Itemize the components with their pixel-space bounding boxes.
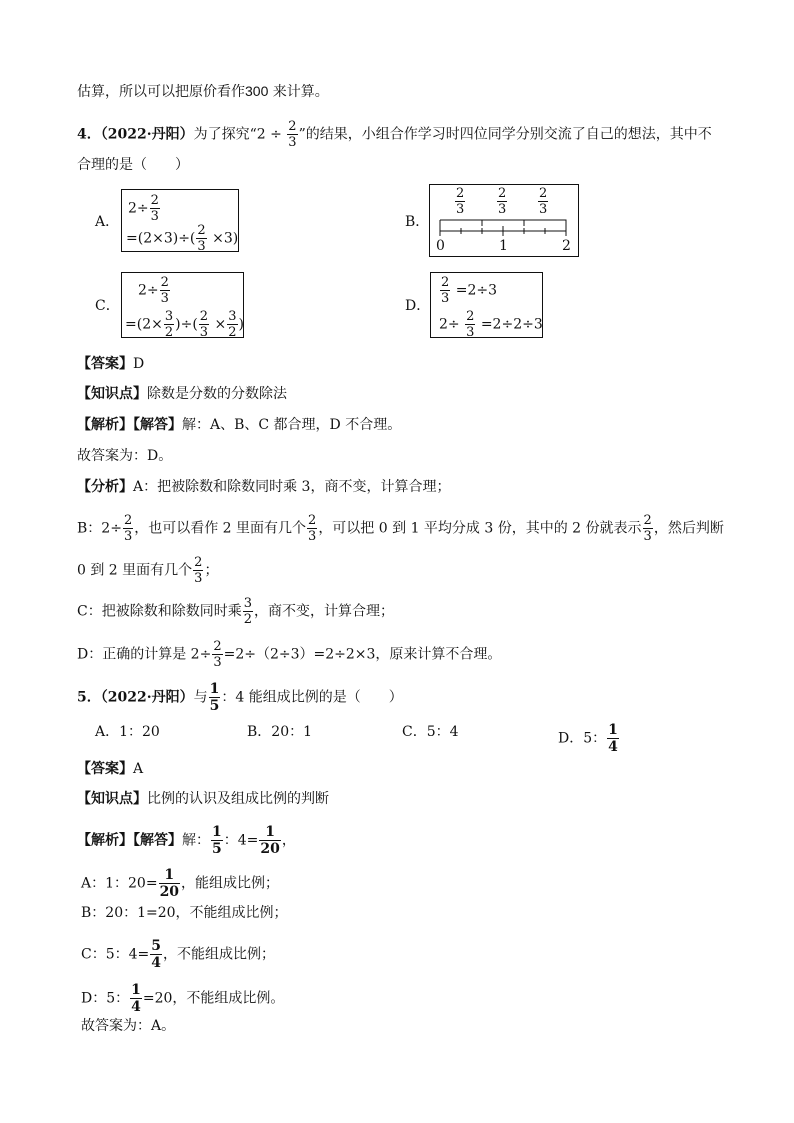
q5-solution: 【解析】【解答】解： $\frac{1}{5}$ ：4= $\frac{1}{20}$ ，: [77, 824, 296, 857]
q4-option-d-box: $\frac{2}{3}$ =2÷3 2÷ $\frac{2}{3}$ =2÷2÷3: [430, 272, 543, 338]
tick-label-0: 0: [436, 238, 445, 254]
q4-option-a-label: A．: [95, 214, 120, 230]
q4-analysis-b-line2: 0 到 2 里面有几个 $\frac{2}{3}$ ；: [77, 555, 219, 586]
q4-analysis-b-line1: B：2÷ $\frac{2}{3}$ ，也可以看作 2 里面有几个 $\frac{2}{3}$ ，可以把 0 到 1 平均分成 3 份，其中的 2 份就表示 $\frac{2}{3}$ ，然后判断: [77, 513, 724, 544]
q4-knowledge-point: 【知识点】除数是分数的分数除法: [77, 386, 287, 402]
q4-stem-line1: 4．（2022·丹阳）为了探究“2 ÷ $\frac{2}{3}$ ”的结果，小组合作学习时四位同学分别交流了自己的想法，其中不: [77, 119, 712, 150]
q4-answer: 【答案】D: [77, 356, 145, 372]
q5-stem: 5．（2022·丹阳）与 $\frac{1}{5}$ ：4 能组成比例的是（ ）: [77, 681, 403, 714]
q4-final-answer: 故答案为：D。: [77, 448, 173, 464]
q5-option-c: C．5：4: [402, 724, 459, 740]
q5-answer: 【答案】A: [77, 761, 144, 777]
q4-option-c-label: C．: [95, 298, 120, 314]
q4-option-d-label: D．: [405, 298, 431, 314]
q4-analysis-c: C：把被除数和除数同时乘 $\frac{3}{2}$ ，商不变，计算合理；: [77, 596, 394, 627]
q4-stem-line2: 合理的是（ ）: [77, 157, 189, 173]
tick-label-1: 1: [499, 238, 508, 254]
q5-final-answer: 故答案为：A。: [81, 1018, 176, 1034]
q4-option-b-box: $\frac{2}{3}$ $\frac{2}{3}$ $\frac{2}{3}$ 0 1 2: [429, 184, 579, 257]
tick-label-2: 2: [562, 238, 571, 254]
q4-analysis-d: D：正确的计算是 2÷ $\frac{2}{3}$ =2÷（2÷3）=2÷2×3，原来计算不合理。: [77, 639, 502, 670]
q4-analysis-a: 【分析】A：把被除数和除数同时乘 3，商不变，计算合理；: [77, 479, 451, 495]
q4-option-c-box: 2÷ $\frac{2}{3}$ =(2× $\frac{3}{2}$ )÷( $\frac{2}{3}$ × $\frac{3}{2}$ ): [121, 272, 244, 338]
q5-option-d: D．5： $\frac{1}{4}$: [558, 722, 618, 755]
q4-option-b-label: B．: [405, 214, 430, 230]
q5-line-a: A：1：20= $\frac{1}{20}$ ，能组成比例；: [81, 867, 280, 900]
q5-line-b: B：20：1=20，不能组成比例；: [81, 905, 288, 921]
q5-line-d: D：5： $\frac{1}{4}$ =20，不能组成比例。: [81, 982, 285, 1015]
q4-option-a-box: 2÷ $\frac{2}{3}$ =(2×3)÷( $\frac{2}{3}$ ×3): [121, 189, 239, 252]
q5-option-a: A．1：20: [95, 724, 160, 740]
q5-line-c: C：5：4= $\frac{5}{4}$ ，不能组成比例；: [81, 938, 276, 971]
intro-line: 估算，所以可以把原价看作300 来计算。: [77, 83, 329, 100]
q5-option-b: B．20：1: [247, 724, 313, 740]
q4-solution: 【解析】【解答】解：A、B、C 都合理，D 不合理。: [77, 417, 402, 433]
q5-knowledge-point: 【知识点】比例的认识及组成比例的判断: [77, 791, 329, 807]
